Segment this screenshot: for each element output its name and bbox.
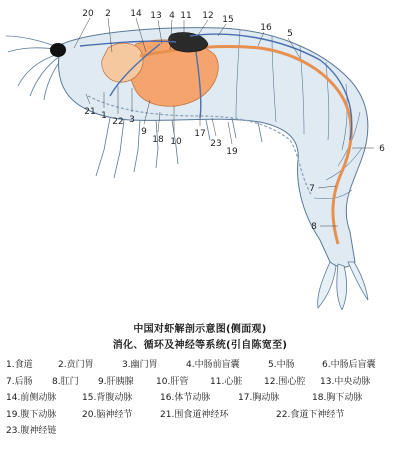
legend-row (6, 390, 398, 407)
caption-title: 中国对虾解剖示意图(侧面观) (133, 324, 267, 335)
legend (6, 357, 398, 440)
legend-item: 1.食道 (6, 360, 33, 370)
callout-5: 5 (287, 29, 293, 39)
caption-subtitle: 消化、循环及神经等系统(引自陈宽至) (112, 340, 288, 351)
legend-item: 18.胸下动脉 (312, 393, 363, 403)
callout-6: 6 (379, 144, 385, 154)
legend-item: 20.脑神经节 (82, 409, 133, 420)
callout-19: 19 (226, 147, 238, 157)
callout-22: 22 (112, 117, 124, 127)
legend-item: 15.背腹动脉 (82, 393, 133, 403)
callout-15: 15 (222, 15, 234, 25)
callout-4: 4 (169, 11, 175, 21)
callout-23: 23 (210, 139, 222, 149)
callout-3: 3 (129, 115, 135, 125)
legend-item: 9.肝胰腺 (98, 376, 134, 387)
callout-12: 12 (202, 11, 214, 21)
legend-row (6, 357, 398, 374)
callout-18: 18 (152, 135, 164, 145)
legend-item: 6.中肠后盲囊 (322, 360, 376, 370)
legend-item: 8.肛门 (52, 376, 79, 387)
callout-7: 7 (309, 184, 315, 194)
callout-9: 9 (141, 127, 147, 137)
callout-1: 1 (101, 111, 107, 121)
legend-item: 13.中央动脉 (320, 376, 371, 387)
legend-item: 17.胸动脉 (238, 393, 280, 403)
legend-item: 21.围食道神经环 (160, 409, 229, 420)
legend-item: 5.中肠 (268, 360, 295, 370)
callout-13: 13 (150, 11, 162, 21)
callout-21: 21 (84, 107, 96, 117)
eye (50, 43, 66, 57)
callout-17: 17 (194, 129, 206, 139)
legend-row (6, 423, 398, 440)
legend-item: 12.围心腔 (264, 376, 306, 387)
legend-item: 11.心脏 (210, 376, 243, 387)
legend-item: 23.腹神经链 (6, 426, 57, 436)
legend-item: 3.幽门胃 (122, 360, 158, 370)
legend-item: 7.后肠 (6, 376, 33, 387)
callout-14: 14 (130, 9, 142, 19)
callout-8: 8 (311, 222, 317, 232)
legend-row (6, 374, 398, 391)
legend-item: 22.食道下神经节 (276, 409, 345, 420)
callout-11: 11 (180, 11, 192, 21)
callout-20: 20 (82, 9, 94, 19)
legend-item: 14.前侧动脉 (6, 393, 57, 403)
legend-item: 4.中肠前盲囊 (186, 360, 240, 370)
callout-10: 10 (170, 137, 182, 147)
legend-item: 2.贲门胃 (58, 360, 94, 370)
legend-item: 19.腹下动脉 (6, 409, 57, 420)
callout-16: 16 (260, 23, 272, 33)
legend-row (6, 407, 398, 424)
legend-item: 10.肝管 (156, 376, 189, 387)
legend-item: 16.体节动脉 (160, 393, 211, 403)
callout-2: 2 (105, 9, 111, 19)
tail-fan (318, 262, 368, 310)
